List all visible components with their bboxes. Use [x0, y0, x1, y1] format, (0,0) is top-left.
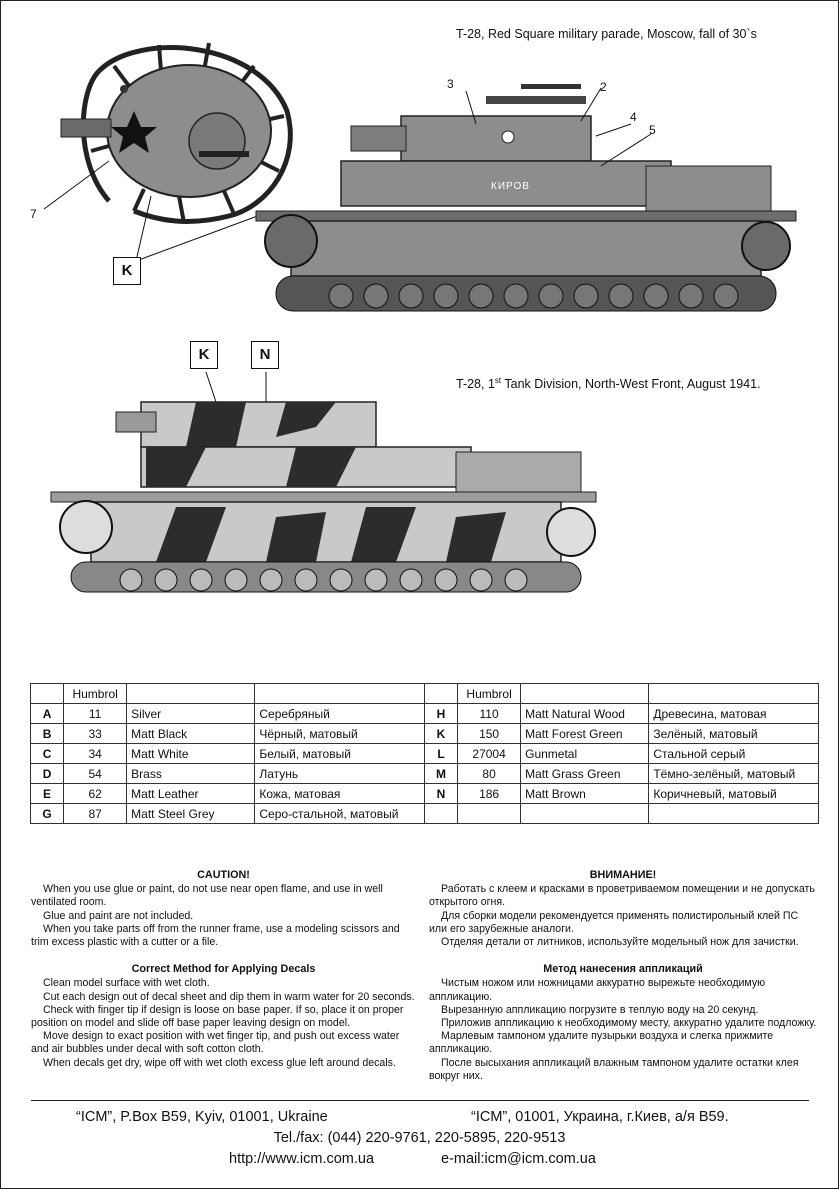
decals-ru-p4: Марлевым тампоном удалите пузырьки воздуха и слегка прижмите аппликацию.: [429, 1030, 774, 1056]
callout-k-top: K: [113, 257, 141, 285]
paint-humbrol-cell: 54: [64, 764, 127, 784]
part-number-2: 2: [600, 80, 607, 94]
paint-en-cell: Matt Steel Grey: [127, 804, 255, 824]
header-humbrol-right: Humbrol: [458, 684, 521, 704]
footer-divider: [31, 1100, 809, 1101]
decals-en-p3: Check with finger tip if design is loose on base paper. If so, place it on proper position on model and slide off base paper leaving design on model.: [31, 1003, 404, 1030]
tank-side-view-camo: [46, 367, 606, 602]
paint-en-cell: Silver: [127, 704, 255, 724]
paint-ru-cell: [649, 804, 819, 824]
footer-phone: Tel./fax: (044) 220-9761, 220-5895, 220-9513: [273, 1130, 566, 1146]
paint-ru-cell: Стальной серый: [649, 744, 819, 764]
paint-ru-cell: Коричневый, матовый: [649, 784, 819, 804]
table-header-row: [31, 684, 819, 704]
part-number-7: 7: [30, 207, 37, 221]
paint-en-cell: Brass: [127, 764, 255, 784]
caution-ru-block: [429, 869, 817, 1083]
footer-url[interactable]: http://www.icm.com.ua: [229, 1151, 375, 1167]
paint-code-cell: B: [31, 724, 64, 744]
paint-en-cell: Matt Black: [127, 724, 255, 744]
paint-en-cell: Matt Leather: [127, 784, 255, 804]
paint-humbrol-cell: 34: [64, 744, 127, 764]
part-number-4: 4: [630, 110, 637, 124]
footer-address-en: “ICM”, P.Box B59, Kyiv, 01001, Ukraine: [76, 1109, 328, 1125]
paint-ru-cell: Чёрный, матовый: [255, 724, 425, 744]
paint-ru-cell: Зелёный, матовый: [649, 724, 819, 744]
caution-en-p2: Glue and paint are not included.: [43, 909, 194, 922]
paint-humbrol-cell: 150: [458, 724, 521, 744]
paint-code-cell: L: [424, 744, 457, 764]
table-row: [31, 804, 819, 824]
top-scheme-caption: T-28, Red Square military parade, Moscow, fall of 30`s: [456, 27, 757, 41]
tank-side-view-top: [251, 76, 806, 321]
paint-humbrol-cell: 11: [64, 704, 127, 724]
paint-humbrol-cell: 27004: [458, 744, 521, 764]
caution-en-p3: When you take parts off from the runner frame, use a modeling scissors and trim excess plastic with a cutter or a file.: [31, 922, 400, 949]
paint-ru-cell: Тёмно-зелёный, матовый: [649, 764, 819, 784]
paint-code-cell: K: [424, 724, 457, 744]
paint-en-cell: Matt Forest Green: [521, 724, 649, 744]
paint-humbrol-cell: 110: [458, 704, 521, 724]
paint-ru-cell: Серо-стальной, матовый: [255, 804, 425, 824]
part-number-5: 5: [649, 123, 656, 137]
caution-en-title: CAUTION!: [197, 869, 250, 881]
paint-humbrol-cell: 87: [64, 804, 127, 824]
paint-en-cell: Matt White: [127, 744, 255, 764]
paint-code-cell: N: [424, 784, 457, 804]
table-row: [31, 724, 819, 744]
decals-en-title: Correct Method for Applying Decals: [131, 963, 316, 976]
paint-code-cell: C: [31, 744, 64, 764]
decals-ru-p2: Вырезанную аппликацию погрузите в теплую воду на 20 секунд.: [441, 1003, 759, 1016]
paint-table: [30, 683, 819, 824]
decals-en-p1: Clean model surface with wet cloth.: [43, 977, 210, 990]
paint-humbrol-cell: 33: [64, 724, 127, 744]
caution-en-p1: When you use glue or paint, do not use near open flame, and use in well ventilated room.: [31, 883, 383, 909]
caution-ru-p1: Работать с клеем и красками в проветриваемом помещении и не допускать открытого огня.: [429, 883, 815, 909]
caution-ru-p2: Для сборки модели рекомендуется применять полистирольный клей ПС или его зарубежные аналоги.: [429, 909, 799, 935]
paint-en-cell: Matt Grass Green: [521, 764, 649, 784]
decals-ru-title: Метод нанесения аппликаций: [543, 963, 703, 976]
paint-ru-cell: Латунь: [255, 764, 425, 784]
paint-ru-cell: Серебряный: [255, 704, 425, 724]
paint-code-cell: D: [31, 764, 64, 784]
decals-ru-p1: Чистым ножом или ножницами аккуратно вырежьте необходимую аппликацию.: [429, 977, 766, 1003]
paint-code-cell: E: [31, 784, 64, 804]
table-row: [31, 784, 819, 804]
table-row: [31, 744, 819, 764]
paint-en-cell: Gunmetal: [521, 744, 649, 764]
paint-humbrol-cell: [458, 804, 521, 824]
decals-en-p5: When decals get dry, wipe off with wet cloth excess glue left around decals.: [43, 1056, 396, 1069]
header-humbrol-left: Humbrol: [64, 684, 127, 704]
paint-humbrol-cell: 62: [64, 784, 127, 804]
bottom-scheme-caption: T-28, 1st Tank Division, North-West Front, August 1941.: [456, 376, 761, 392]
paint-code-cell: A: [31, 704, 64, 724]
table-row: [31, 764, 819, 784]
leader-line-7: [39, 151, 139, 221]
paint-code-cell: [424, 804, 457, 824]
paint-en-cell: Matt Natural Wood: [521, 704, 649, 724]
caution-en-block: [31, 869, 416, 1070]
caution-ru-title: ВНИМАНИЕ!: [589, 869, 657, 881]
caution-ru-p3: Отделяя детали от литников, используйте модельный нож для зачистки.: [441, 936, 799, 949]
callout-k-bottom: K: [190, 341, 218, 369]
paint-humbrol-cell: 186: [458, 784, 521, 804]
decals-ru-p3: Приложив аппликацию к необходимому месту, аккуратно удалите подложку.: [441, 1017, 817, 1030]
paint-en-cell: Matt Brown: [521, 784, 649, 804]
paint-ru-cell: Белый, матовый: [255, 744, 425, 764]
decals-en-p4: Move design to exact position with wet finger tip, and push out excess water and air bubbles under decal with soft cotton cloth.: [31, 1030, 400, 1056]
decals-ru-p5: После высыхания аппликаций влажным тампоном удалите остатки клея вокруг них.: [429, 1056, 799, 1082]
part-number-3: 3: [447, 77, 454, 91]
paint-code-cell: H: [424, 704, 457, 724]
footer-email[interactable]: e-mail:icm@icm.com.ua: [441, 1151, 596, 1167]
paint-ru-cell: Древесина, матовая: [649, 704, 819, 724]
table-row: [31, 704, 819, 724]
callout-n-bottom: N: [251, 341, 279, 369]
paint-humbrol-cell: 80: [458, 764, 521, 784]
paint-en-cell: [521, 804, 649, 824]
paint-code-cell: M: [424, 764, 457, 784]
decals-en-p2: Cut each design out of decal sheet and dip them in warm water for 20 seconds.: [43, 990, 415, 1003]
turret-name-kirov: КИРОВ: [491, 181, 530, 192]
paint-ru-cell: Кожа, матовая: [255, 784, 425, 804]
footer-address-ru: “ICM”, 01001, Украина, г.Киев, а/я B59.: [471, 1109, 729, 1125]
paint-code-cell: G: [31, 804, 64, 824]
